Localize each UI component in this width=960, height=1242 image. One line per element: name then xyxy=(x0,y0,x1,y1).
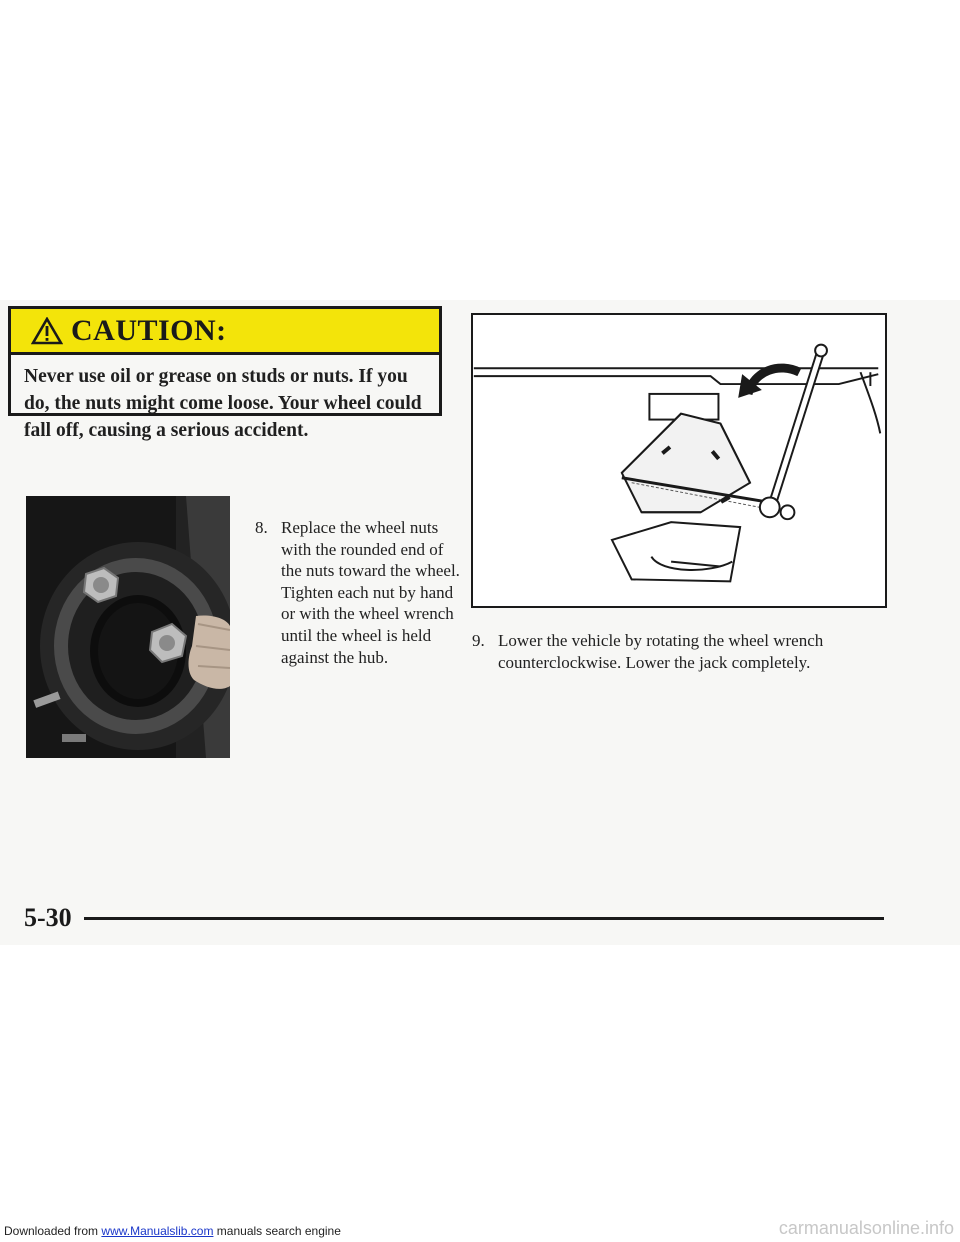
page-number: 5-30 xyxy=(24,903,72,932)
step-text: Replace the wheel nuts with the rounded end of the nuts toward the wheel. Tighten each nut by hand or with the wheel wrench until the wheel is held against the hub. xyxy=(281,518,460,667)
step-number: 9. xyxy=(472,631,485,650)
jack-lowering-illustration xyxy=(471,313,887,608)
caution-header xyxy=(11,309,439,355)
step-9 xyxy=(472,630,892,673)
watermark: carmanualsonline.info xyxy=(778,1218,954,1238)
caution-title: CAUTION: xyxy=(71,313,227,347)
warning-triangle-icon xyxy=(31,317,63,345)
caution-box xyxy=(8,306,442,441)
caution-text: Never use oil or grease on studs or nuts. If you do, the nuts might come loose. Your wheel could fall off, causing a serious accident. xyxy=(24,366,422,441)
download-banner xyxy=(4,1224,341,1238)
banner-prefix: Downloaded from xyxy=(4,1224,99,1238)
step-number: 8. xyxy=(255,518,268,537)
banner-suffix: manuals search engine xyxy=(216,1224,341,1238)
step-8 xyxy=(255,517,465,668)
step-text: Lower the vehicle by rotating the wheel wrench counterclockwise. Lower the jack completely. xyxy=(498,631,824,672)
footer-rule xyxy=(84,917,884,920)
manualslib-link[interactable]: www.Manualslib.com xyxy=(101,1224,214,1238)
wheel-nut-photo xyxy=(26,496,230,758)
